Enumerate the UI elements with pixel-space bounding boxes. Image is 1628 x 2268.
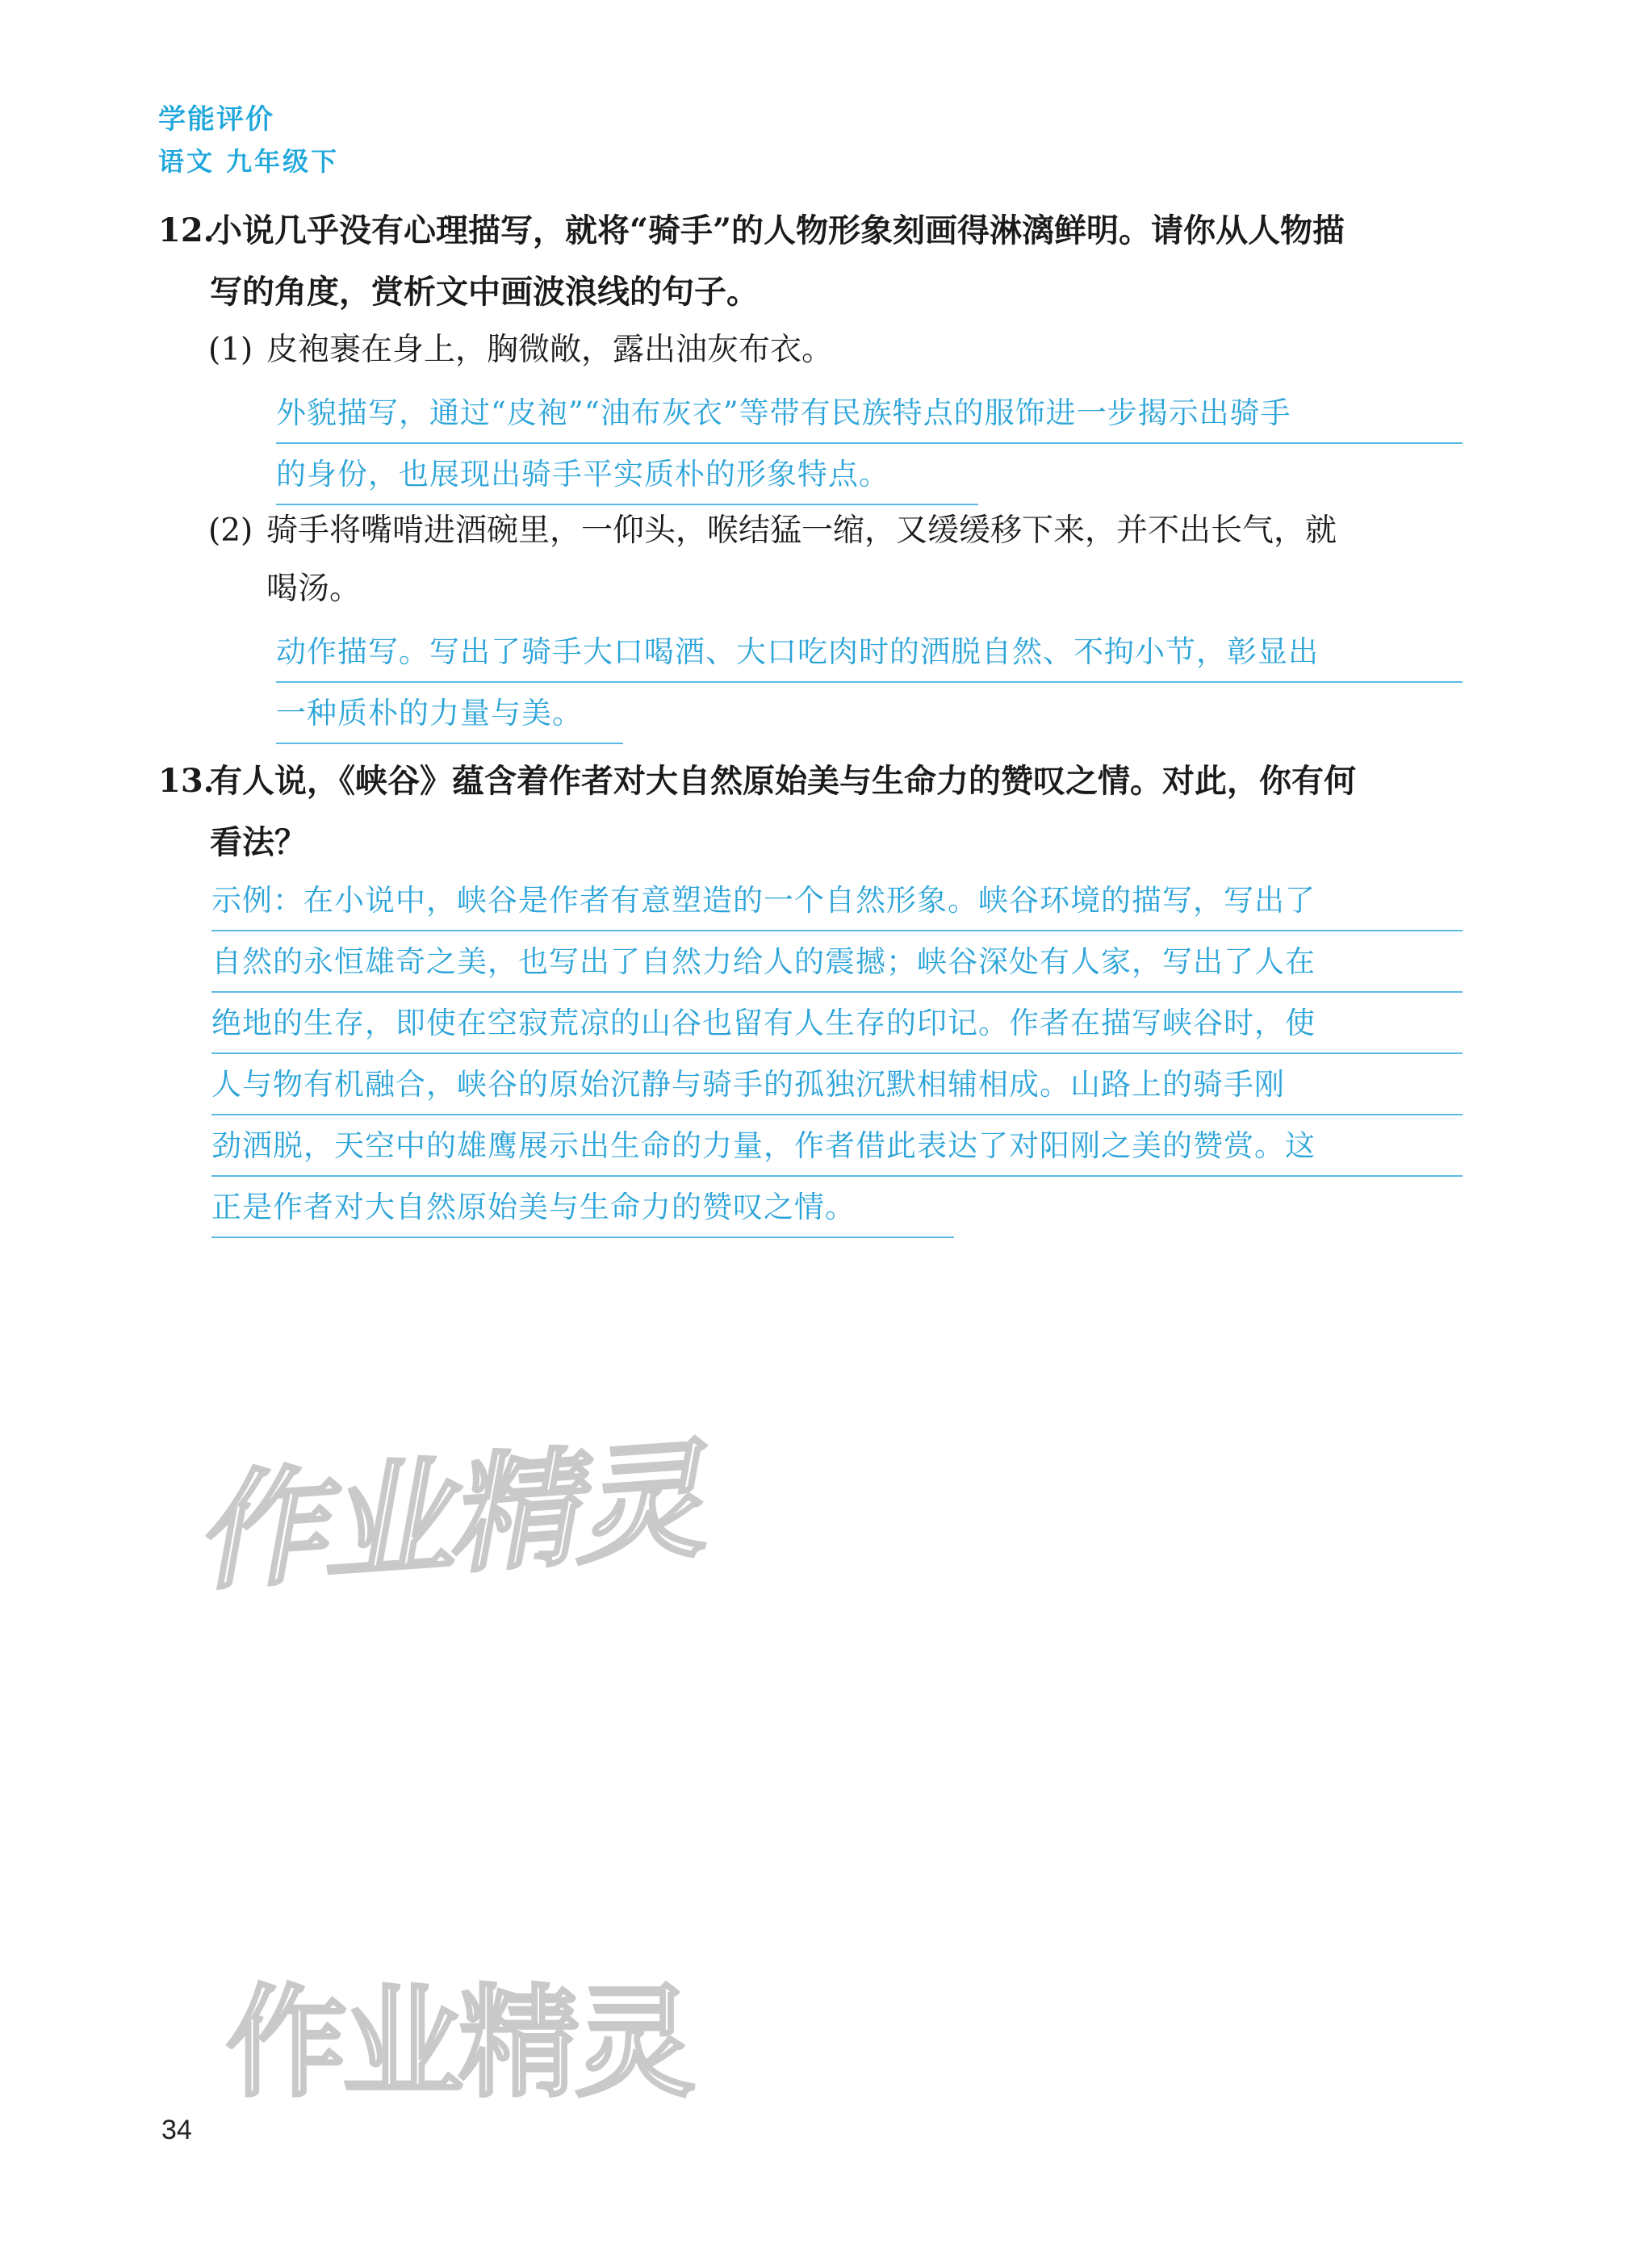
question-13	[158, 751, 1466, 873]
answer-line: 人与物有机融合，峡谷的原始沉静与骑手的孤独沉默相辅相成。山路上的骑手刚	[211, 1054, 1463, 1115]
answer-line: 的身份，也展现出骑手平实质朴的形象特点。	[276, 444, 978, 505]
question-12	[158, 200, 1466, 323]
answer-line: 一种质朴的力量与美。	[276, 683, 623, 744]
question-12-prompt: 小说几乎没有心理描写，就将“骑手”的人物形象刻画得淋漓鲜明。请你从人物描	[210, 211, 1346, 249]
q13-answer	[211, 870, 1463, 1238]
answer-line: 绝地的生存，即使在空寂荒凉的山谷也留有人生存的印记。作者在描写峡谷时，使	[211, 993, 1463, 1054]
question-13-prompt: 有人说，《峡谷》蕴含着作者对大自然原始美与生命力的赞叹之情。对此，你有何	[210, 762, 1356, 800]
q12-answer-2	[276, 621, 1463, 744]
subject-grade: 语文 九年级下	[158, 146, 340, 177]
q12-item-2	[208, 502, 1467, 618]
q12-answer-1	[276, 383, 1463, 505]
item-label: (1)	[208, 332, 253, 368]
question-13-line1	[158, 751, 1466, 812]
item-label: (2)	[208, 513, 253, 549]
item-sentence: 骑手将嘴啃进酒碗里，一仰头，喉结猛一缩，又缓缓移下来，并不出长气，就	[266, 513, 1337, 549]
answer-line: 示例：在小说中，峡谷是作者有意塑造的一个自然形象。峡谷环境的描写，写出了	[211, 870, 1463, 931]
answer-line: 自然的永恒雄奇之美，也写出了自然力给人的震撼；峡谷深处有人家，写出了人在	[211, 931, 1463, 993]
answer-line: 动作描写。写出了骑手大口喝酒、大口吃肉时的洒脱自然、不拘小节，彰显出	[276, 621, 1463, 683]
question-number: 13.	[158, 762, 215, 800]
answer-line: 外貌描写，通过“皮袍”“油布灰衣”等带有民族特点的服饰进一步揭示出骑手	[276, 383, 1463, 444]
page-number: 34	[161, 2115, 192, 2145]
item-2-line1	[208, 502, 1467, 560]
question-13-line2: 看法？	[210, 823, 307, 861]
q12-item-1	[208, 321, 1467, 379]
answer-line: 劲洒脱，天空中的雄鹰展示出生命的力量，作者借此表达了对阳刚之美的赞赏。这	[211, 1115, 1463, 1177]
answer-line: 正是作者对大自然原始美与生命力的赞叹之情。	[211, 1177, 954, 1238]
watermark-2: 作业精灵	[226, 1973, 692, 2114]
item-sentence: 皮袍裹在身上，胸微敞，露出油灰布衣。	[266, 332, 834, 368]
question-12-line2: 写的角度，赏析文中画波浪线的句子。	[210, 273, 759, 311]
item-sentence-cont: 喝汤。	[266, 571, 362, 607]
page-header	[158, 97, 339, 178]
watermark-1: 作业精灵	[192, 1423, 724, 1609]
question-number: 12.	[158, 211, 215, 249]
brand-title: 学能评价	[158, 103, 274, 136]
question-12-line1	[158, 200, 1466, 262]
